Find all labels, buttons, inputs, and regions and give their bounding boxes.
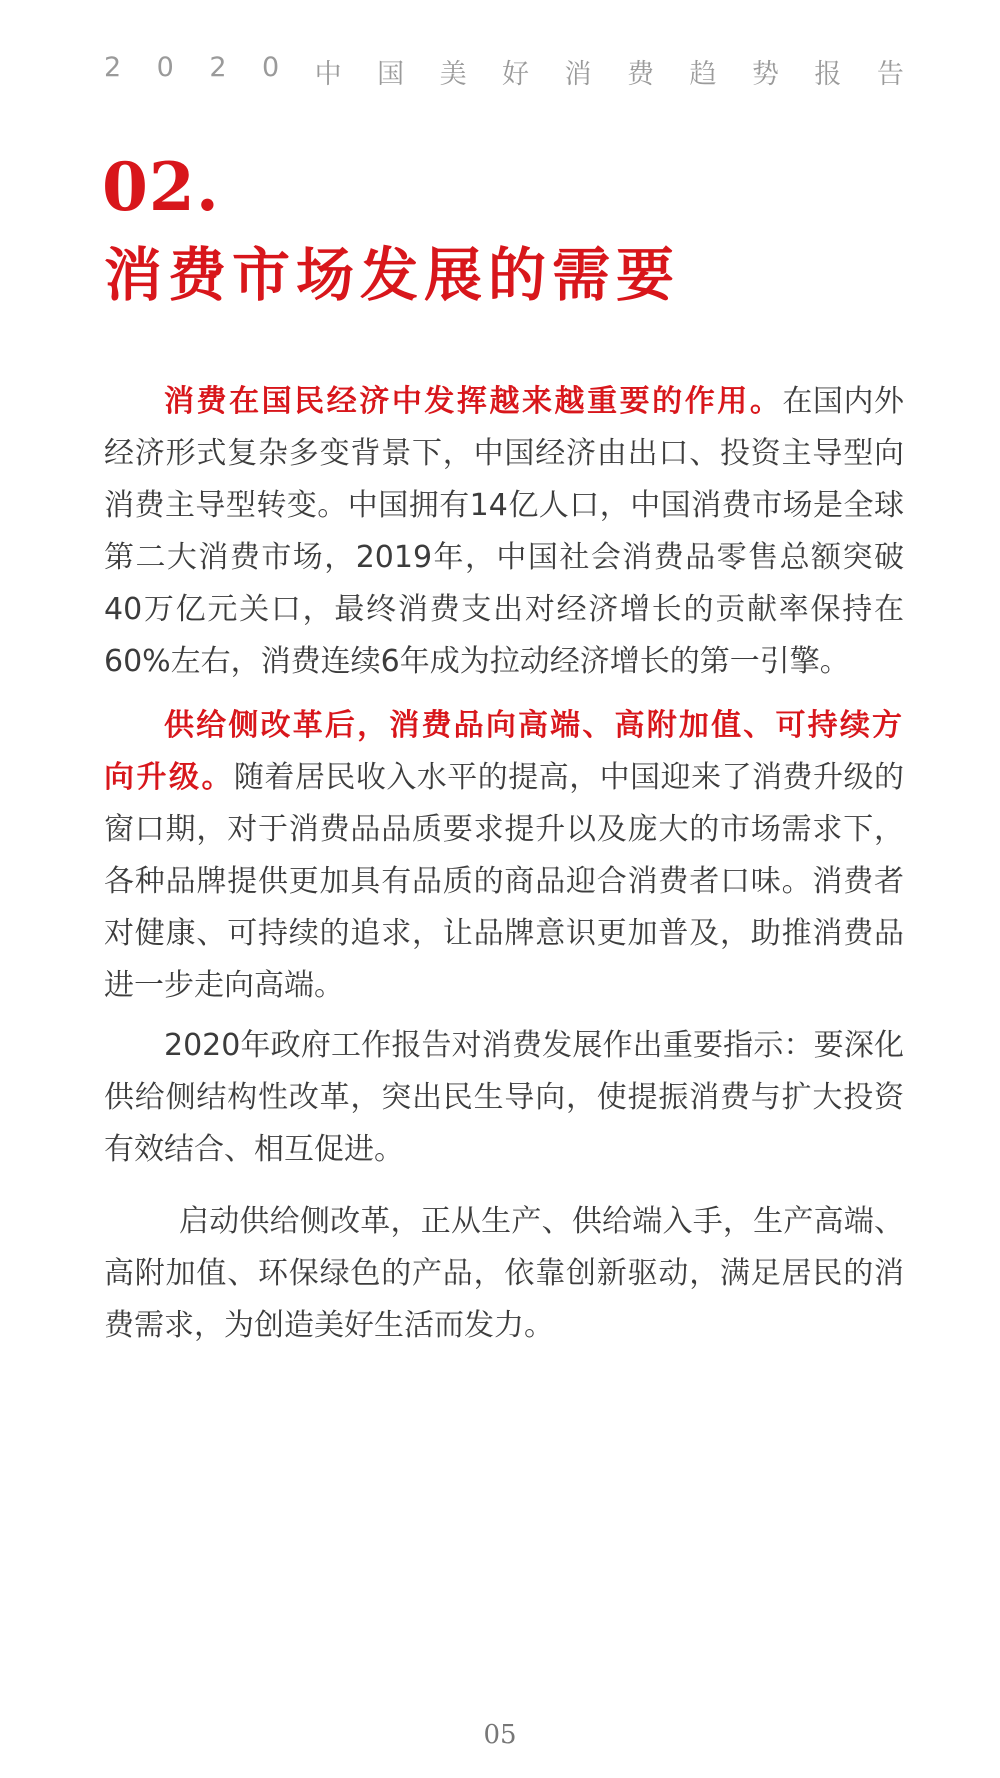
- header-char: 国: [377, 59, 405, 90]
- header-char: 中: [314, 59, 342, 90]
- header-char: 告: [876, 59, 904, 90]
- paragraph: [104, 376, 904, 688]
- header-char: 势: [751, 59, 779, 90]
- paragraph: [104, 700, 904, 1012]
- paragraph-text: 启动供给侧改革，正从生产、供给端入手，生产高端、高附加值、环保绿色的产品，依靠创新驱动，满足居民的消费需求，为创造美好生活而发力。: [104, 1204, 904, 1343]
- paragraph-lead: 消费在国民经济中发挥越来越重要的作用。: [164, 384, 783, 419]
- page-number: 05: [483, 1720, 517, 1750]
- header-char: 0: [261, 52, 280, 83]
- header-char: 2: [209, 52, 227, 83]
- header-char: 美: [439, 59, 467, 90]
- running-header: [104, 52, 904, 91]
- paragraph: [104, 1196, 904, 1352]
- paragraph-text: 在国内外经济形式复杂多变背景下，中国经济由出口、投资主导型向消费主导型转变。中国拥有14亿人口，中国消费市场是全球第二大消费市场，2019年，中国社会消费品零售总额突破40万亿元关口，最终消费支出对经济增长的贡献率保持在60%左右，消费连续6年成为拉动经济增长的第一引擎。: [104, 384, 905, 679]
- paragraph-text: 2020年政府工作报告对消费发展作出重要指示：要深化供给侧结构性改革，突出民生导向，使提振消费与扩大投资有效结合、相互促进。: [104, 1028, 904, 1167]
- header-char: 2: [104, 52, 122, 83]
- header-char: 报: [814, 59, 842, 90]
- paragraph: [104, 1020, 904, 1176]
- body-text: [104, 376, 904, 1352]
- paragraph-text: 随着居民收入水平的提高，中国迎来了消费升级的窗口期，对于消费品品质要求提升以及庞大的市场需求下，各种品牌提供更加具有品质的商品迎合消费者口味。消费者对健康、可持续的追求，让品牌意识更加普及，助推消费品进一步走向高端。: [104, 760, 905, 1003]
- header-char: 费: [626, 59, 654, 90]
- section-title: 消费市场发展的需要: [104, 241, 681, 309]
- header-char: 消: [564, 59, 592, 90]
- header-char: 趋: [689, 59, 717, 90]
- paragraph-lead: 供给侧改革后，消费品向高端、高附加值、可持续方向升级。: [104, 708, 904, 795]
- header-char: 0: [156, 52, 174, 83]
- section-number: 02.: [102, 148, 220, 226]
- header-char: 好: [502, 59, 530, 90]
